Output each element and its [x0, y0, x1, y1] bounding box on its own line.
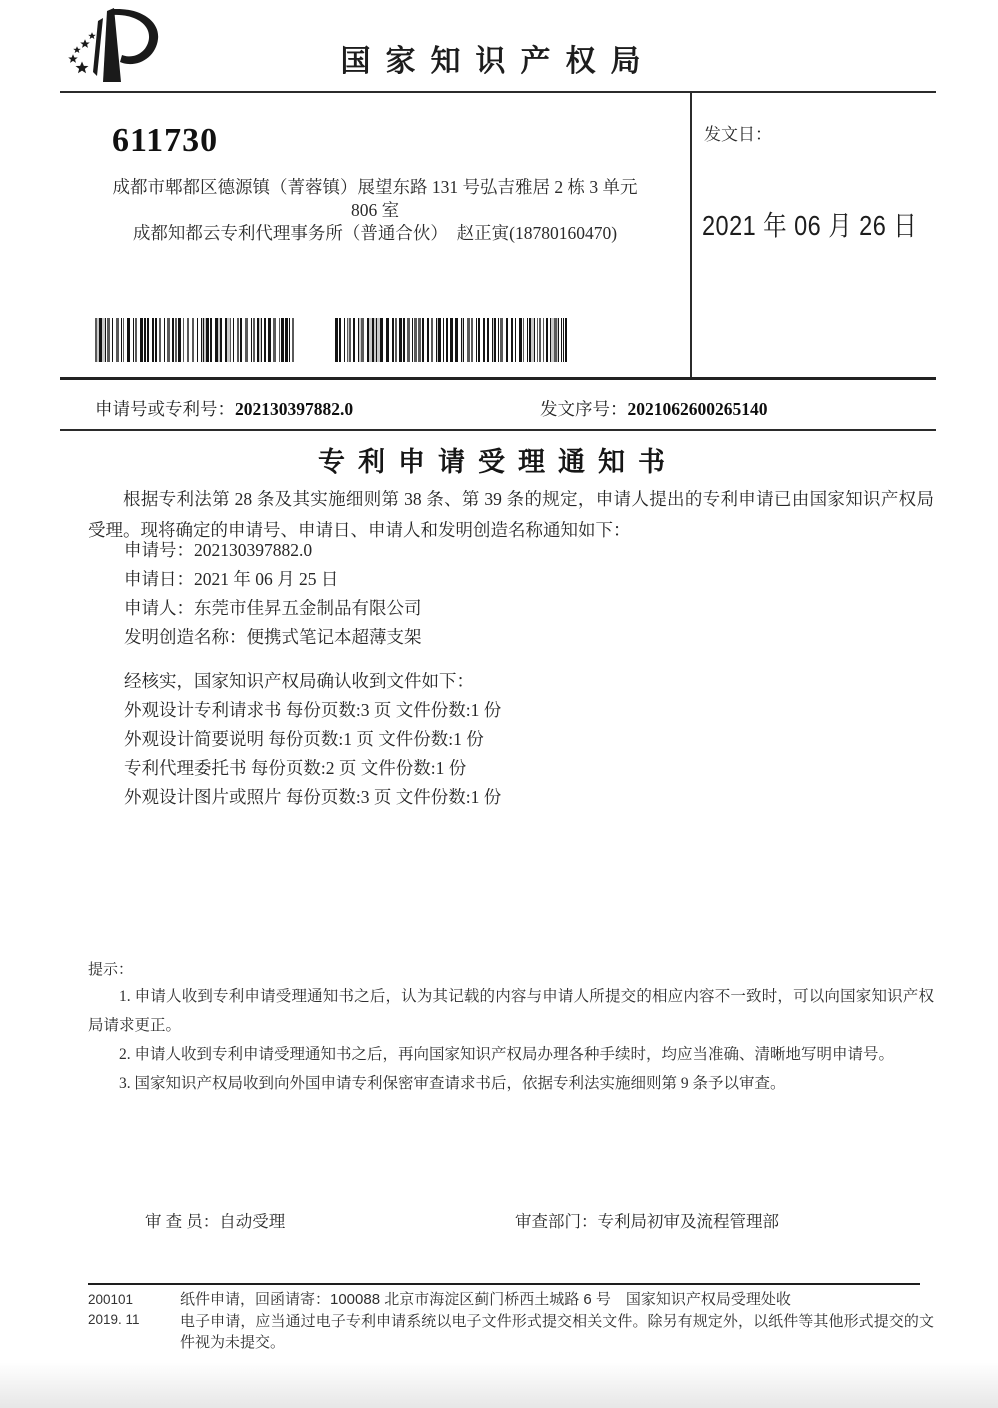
mailing-address-line2: 806 室 — [350, 200, 400, 220]
examiner-row — [145, 1208, 285, 1232]
header-divider — [60, 91, 936, 93]
document-item: 外观设计专利请求书 每份页数:3 页 文件份数:1 份 — [124, 700, 502, 720]
received-documents — [124, 667, 884, 812]
footer-efiling-line: 电子申请，应当通过电子专利申请系统以电子文件形式提交相关文件。除另有规定外，以纸件等其他形式提交的文件视为未提交。 — [180, 1312, 934, 1351]
examiner-value: 自动受理 — [219, 1212, 286, 1231]
issue-date-value: 2021 年 06 月 26 日 — [702, 210, 918, 242]
tips-label: 提示： — [88, 962, 134, 978]
mailing-address-line1: 成都市郫都区德源镇（菁蓉镇）展望东路 131 号弘吉雅居 2 栋 3 单元 — [112, 177, 638, 197]
postal-code: 611730 — [112, 122, 219, 159]
footer-form-code: 200101 — [88, 1292, 134, 1307]
mailing-address-line3: 成都知都云专利代理事务所（普通合伙） 赵正寅(18780160470) — [132, 223, 618, 243]
footer-paper-filing-line: 纸件申请，回函请寄：100088 北京市海淀区蓟门桥西土城路 6 号 国家知识产权局受理处收 — [180, 1291, 791, 1308]
barcode-right — [335, 318, 567, 362]
numbers-row-top-divider — [60, 377, 936, 380]
agency-title: 国家知识产权局 — [340, 45, 656, 78]
mailing-address — [60, 176, 690, 245]
department-label: 审查部门： — [515, 1212, 598, 1231]
vertical-divider — [690, 92, 692, 379]
examiner-label: 审 查 员： — [145, 1212, 220, 1231]
application-number-value: 202130397882.0 — [235, 399, 354, 419]
footer-divider — [88, 1283, 920, 1285]
serial-number-value: 2021062600265140 — [627, 399, 768, 419]
footer-instructions — [180, 1289, 934, 1354]
numbers-row-bottom-divider — [60, 429, 936, 431]
issue-date-label: 发文日： — [704, 125, 772, 144]
field-application-date: 申请日：2021 年 06 月 25 日 — [124, 569, 339, 589]
tips-list — [88, 982, 934, 1098]
scan-shadow-artifact — [0, 1362, 998, 1408]
notice-intro-paragraph: 根据专利法第 28 条及其实施细则第 38 条、第 39 条的规定，申请人提出的专利申请已由国家知识产权局受理。现将确定的申请号、申请日、申请人和发明创造名称通知如下： — [88, 489, 934, 540]
department-value: 专利局初审及流程管理部 — [597, 1212, 779, 1231]
application-number-row — [95, 396, 353, 421]
field-applicant: 申请人：东莞市佳昇五金制品有限公司 — [124, 598, 422, 618]
document-item: 外观设计简要说明 每份页数:1 页 文件份数:1 份 — [124, 729, 484, 749]
serial-number-row — [540, 396, 768, 421]
field-invention-title: 发明创造名称：便携式笔记本超薄支架 — [124, 627, 422, 647]
tip-item-1: 1. 申请人收到专利申请受理通知书之后，认为其记载的内容与申请人所提交的相应内容不一致时，可以向国家知识产权局请求更正。 — [88, 988, 934, 1034]
barcode-left — [95, 318, 296, 362]
document-item: 专利代理委托书 每份页数:2 页 文件份数:1 份 — [124, 758, 467, 778]
tip-item-2: 2. 申请人收到专利申请受理通知书之后，再向国家知识产权局办理各种手续时，均应当准确、清晰地写明申请号。 — [119, 1046, 895, 1063]
tip-item-3: 3. 国家知识产权局收到向外国申请专利保密审查请求书后，依据专利法实施细则第 9 条予以审查。 — [119, 1075, 786, 1092]
serial-number-label: 发文序号： — [540, 399, 628, 419]
field-application-number: 申请号：202130397882.0 — [124, 540, 313, 560]
notice-title: 专利申请受理通知书 — [318, 447, 678, 477]
department-row — [515, 1208, 779, 1232]
footer-form-revision: 2019. 11 — [88, 1312, 140, 1327]
documents-confirm-line: 经核实，国家知识产权局确认收到文件如下： — [124, 671, 474, 691]
footer-form-codes — [88, 1290, 140, 1330]
application-number-label: 申请号或专利号： — [95, 399, 235, 419]
document-item: 外观设计图片或照片 每份页数:3 页 文件份数:1 份 — [124, 787, 502, 807]
application-fields — [124, 536, 824, 652]
